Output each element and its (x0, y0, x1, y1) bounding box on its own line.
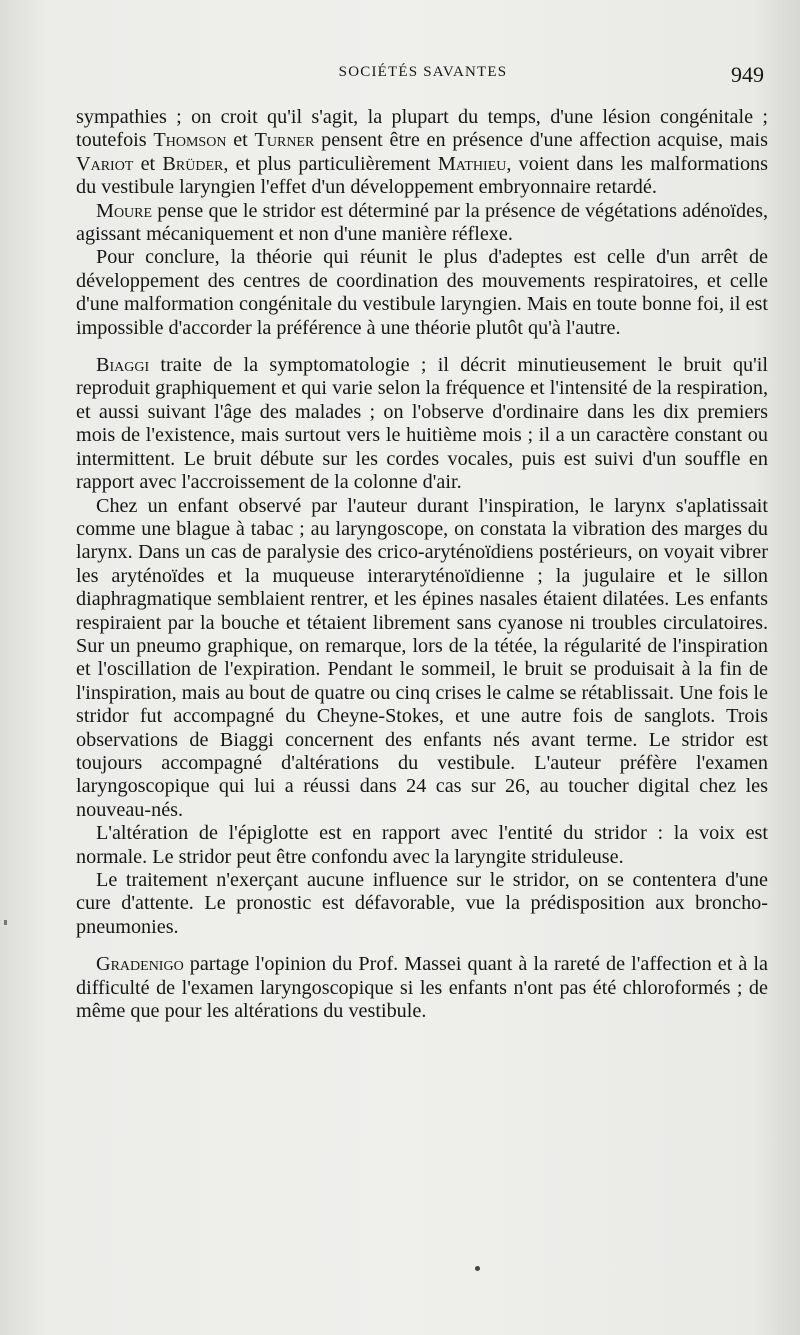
page-header (78, 62, 768, 92)
text-run: et (226, 129, 255, 152)
body-text (76, 106, 768, 1023)
author-name: Mathieu (437, 152, 507, 175)
text-run: partage l'opinion du Prof. Massei quant à la rareté de l'affection et à la difficulté de l'examen laryngoscopique si les enfants n'ont pas été chloroformés ; de même que pour les altérations du vestibule. (76, 953, 768, 1023)
paragraph-epiglotte: L'altération de l'épiglotte est en rapport avec l'entité du stridor : la voix est normale. Le stridor peut être confondu avec la laryngite striduleuse. (76, 822, 768, 868)
author-name: Brüder (162, 152, 224, 175)
paragraph-sympathies (76, 106, 768, 200)
text-run: pensent être en présence d'une affection acquise, mais (314, 129, 768, 152)
author-name: Biaggi (96, 354, 150, 377)
margin-mark (4, 920, 7, 925)
text-run: , et plus particulièrement (223, 152, 438, 175)
paragraph-biaggi (76, 354, 768, 494)
paragraph-gradenigo (76, 953, 768, 1023)
author-name: Variot (76, 152, 134, 175)
text-run: et (133, 152, 163, 175)
text-run: traite de la symptomatologie ; il décrit minutieusement le bruit qu'il reproduit graphiquement et qui varie selon la fréquence et l'intensité de la respiration, et aussi suivant l'âge des malades ; on l'observe d'ordinaire dans les dix premiers mois de l'existence, mais surtout vers le huitième mois ; il a un caractère constant ou intermittent. Le bruit débute sur les cordes vocales, puis est suivi d'un souffle en rapport avec l'accroissement de la colonne d'air. (76, 354, 768, 494)
author-name: Thomson (153, 129, 227, 152)
text-run: pense que le stridor est déterminé par la présence de végétations adénoïdes, agissant mécaniquement et non d'une manière réflexe. (76, 199, 768, 246)
text-run: sympathies ; on croit qu'il s'agit, la plupart du temps, d'une lésion congénitale ; toutefois (76, 106, 768, 152)
page-number: 949 (731, 62, 764, 87)
ink-speck (475, 1266, 480, 1271)
running-title: SOCIÉTÉS SAVANTES (338, 64, 508, 80)
paragraph-moure (76, 200, 768, 247)
author-name: Gradenigo (96, 953, 184, 976)
paragraph-conclusion: Pour conclure, la théorie qui réunit le plus d'adeptes est celle d'un arrêt de développement des centres de coordination des mouvements respiratoires, et celle d'une malformation congénitale du vestibule laryngien. Mais en toute bonne foi, il est impossible d'accorder la préférence à une théorie plutôt qu'à l'autre. (76, 246, 768, 339)
author-name: Turner (254, 129, 315, 152)
paragraph-traitement: Le traitement n'exerçant aucune influence sur le stridor, on se contentera d'une cure d'attente. Le pronostic est défavorable, vue la prédisposition aux broncho-pneumonies. (76, 869, 768, 938)
author-name: Moure (96, 199, 153, 222)
text-run: , voient dans les malformations du vestibule laryngien l'effet d'un développement embryonnaire retardé. (76, 152, 768, 199)
paragraph-observation: Chez un enfant observé par l'auteur durant l'inspiration, le larynx s'aplatissait comme une blague à tabac ; au laryngoscope, on constata la vibration des marges du larynx. Dans un cas de paralysie des crico-aryténoïdiens postérieurs, on voyait vibrer les aryténoïdes et la muqueuse interaryténoïdienne ; la jugulaire et le sillon diaphragmatique semblaient rentrer, et les épines nasales étaient dilatées. Les enfants respiraient par la bouche et tétaient librement sans cyanose ni troubles circulatoires. Sur un pneumo graphique, on remarque, lors de la tétée, la régularité de l'inspiration et l'oscillation de l'expiration. Pendant le sommeil, le bruit se produisait à la fin de l'inspiration, mais au bout de quatre ou cinq crises le calme se rétablissait. Une fois le stridor fut accompagné du Cheyne-Stokes, et une autre fois de sanglots. Trois observations de Biaggi concernent des enfants nés avant terme. Le stridor est toujours accompagné d'altérations du vestibule. L'auteur préfère l'examen laryngoscopique qui lui a réussi dans 24 cas sur 26, au toucher digital chez les nouveau-nés. (76, 494, 768, 821)
